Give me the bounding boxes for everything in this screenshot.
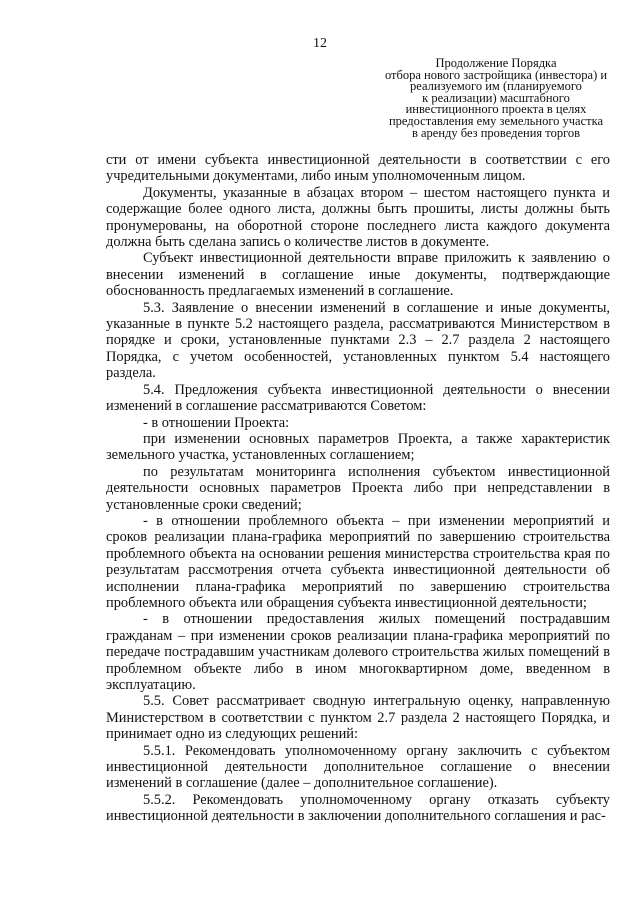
- header-line: инвестиционного проекта в целях: [405, 102, 587, 117]
- paragraph: - в отношении Проекта:: [143, 414, 290, 431]
- paragraph: Субъект инвестиционной деятельности вправе приложить к заявлению о внесении изменений в соглашение иные документы, подтверждающие обоснованность предлагаемых изменений в соглашение.: [106, 250, 610, 300]
- paragraph: 5.3. Заявление о внесении изменений в соглашение и иные документы, указанные в пункте 5.2 настоящего раздела, рассматриваются Министерством в порядке и сроки, установленные пунктами 2.3 – 2.7 раздела 2 настоящего Порядка, с учетом особенностей, установленных пунктом 5.4 настоящего раздела.: [106, 299, 610, 382]
- paragraph: по результатам мониторинга исполнения субъектом инвестиционной деятельности основных параметров Проекта либо при непредставлении в установленные сроки сведений;: [106, 463, 610, 513]
- paragraph: сти от имени субъекта инвестиционной деятельности в соответствии с его учредительными документами, либо иным уполномоченным лицом.: [106, 152, 610, 185]
- header-line: в аренду без проведения торгов: [411, 125, 581, 140]
- header-line: отбора нового застройщика (инвестора) и: [384, 67, 608, 82]
- paragraph: - в отношении проблемного объекта – при изменении мероприятий и сроков реализации плана-графика мероприятий по завершению строительства проблемного объекта на основании решения министерства строительства края по результатам рассмотрения отчета субъекта инвестиционной деятельности об исполнении плана-графика мероприятий по завершению строительства проблемного объекта или обращения субъекта инвестиционной деятельности;: [106, 512, 610, 611]
- header-line: Продолжение Порядка: [435, 56, 557, 70]
- page-number: 12: [313, 36, 327, 51]
- paragraph: - в отношении предоставления жилых помещений пострадавшим гражданам – при изменении сроков реализации плана-графика мероприятий по передаче пострадавшим участникам долевого строительства жилых помещений в проблемном объекте либо в ином многоквартирном доме, введенном в эксплуатацию.: [106, 611, 610, 693]
- header-line: реализуемого им (планируемого: [410, 79, 582, 94]
- paragraph: при изменении основных параметров Проекта, а также характеристик земельного участка, установленных соглашением;: [106, 430, 610, 464]
- header-line: к реализации) масштабного: [422, 90, 570, 105]
- paragraph: 5.5.1. Рекомендовать уполномоченному органу заключить с субъектом инвестиционной деятельности дополнительное соглашение о внесении изменений в соглашение (далее – дополнительное соглашение).: [106, 742, 610, 792]
- paragraph: 5.5.2. Рекомендовать уполномоченному органу отказать субъекту инвестиционной деятельности в заключении дополнительного соглашения и рас-: [106, 791, 610, 825]
- paragraph: 5.4. Предложения субъекта инвестиционной деятельности о внесении изменений в соглашение рассматриваются Советом:: [106, 381, 610, 415]
- header-line: предоставления ему земельного участка: [388, 113, 604, 128]
- document-body: [106, 152, 610, 825]
- paragraph: 5.5. Совет рассматривает сводную интегральную оценку, направленную Министерством в соответствии с пунктом 2.7 раздела 2 настоящего Порядка, и принимает одно из следующих решений:: [106, 693, 610, 743]
- paragraph: Документы, указанные в абзацах втором – шестом настоящего пункта и содержащие более одного листа, должны быть прошиты, листы должны быть пронумерованы, на оборотной стороне последнего листа каждого документа должна быть сделана запись о количестве листов в документе.: [106, 184, 610, 251]
- document-header: [380, 58, 612, 139]
